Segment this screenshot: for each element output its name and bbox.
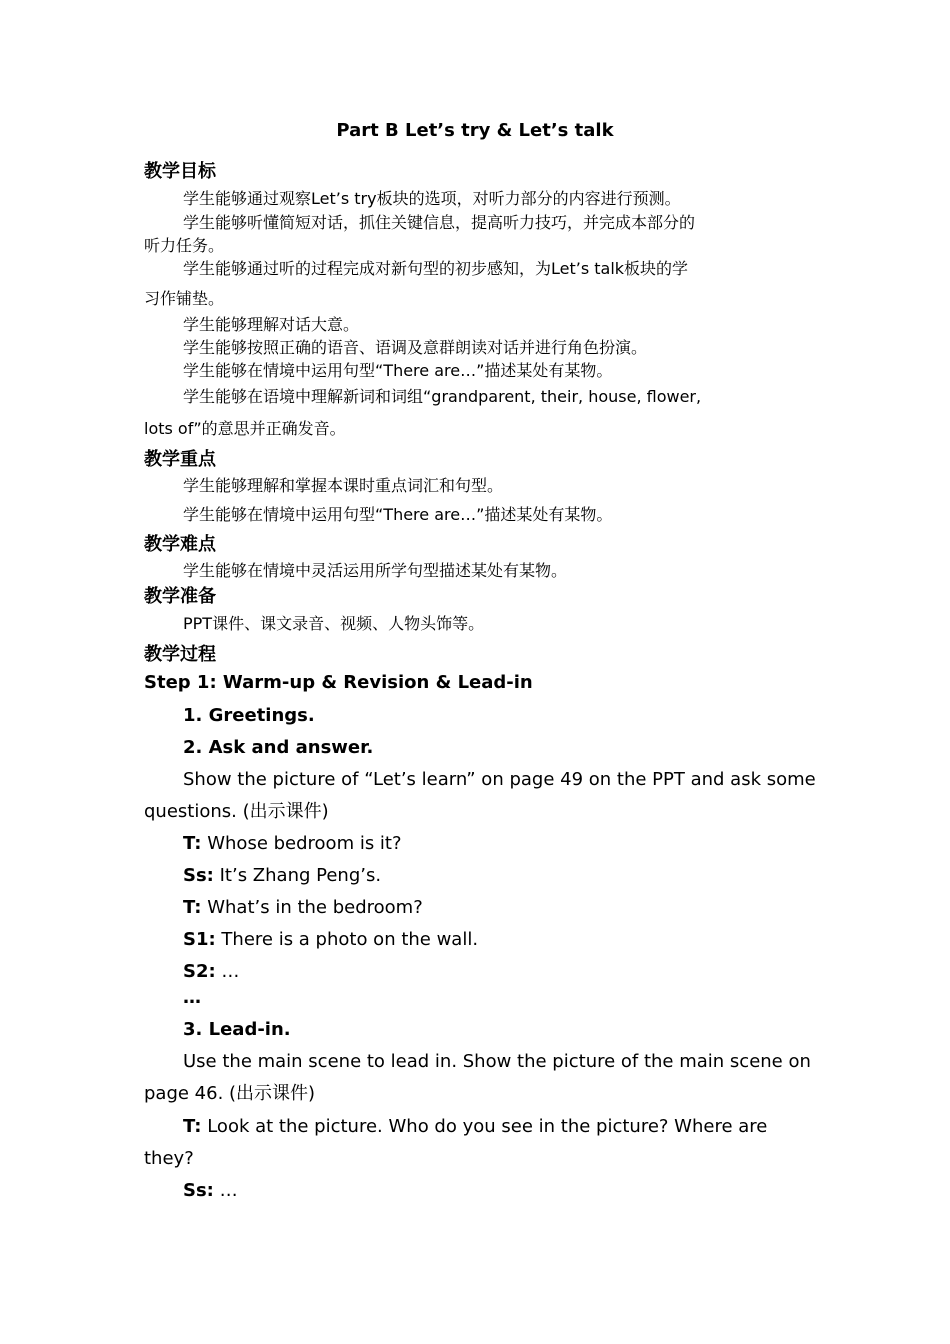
objective-2: 学生能够听懂简短对话，抓住关键信息，提高听力技巧，并完成本部分的 [183,213,696,232]
objective-3: 学生能够通过听的过程完成对新句型的初步感知，为Let’s talk板块的学 [183,259,689,278]
objective-7-cont: lots of”的意思并正确发音。 [144,419,346,438]
dialog-text: Whose bedroom is it? [201,833,402,854]
dialog-line [183,1116,767,1138]
objective-3-cont: 习作铺垫。 [144,289,225,308]
lead-in-description-cont: page 46. (出示课件) [144,1083,316,1104]
key-point-1: 学生能够理解和掌握本课时重点词汇和句型。 [183,476,504,495]
preparation-item-1: PPT课件、课文录音、视频、人物头饰等。 [183,614,485,633]
greetings-heading: 1. Greetings. [183,705,315,726]
dialog-line-cont: they? [144,1148,194,1169]
ask-description-cont: questions. (出示课件) [144,801,329,822]
process-heading: 教学过程 [144,644,216,665]
preparation-heading: 教学准备 [144,586,216,607]
objective-7: 学生能够在语境中理解新词和词组“grandparent, their, house, flower, [183,387,702,406]
lead-in-description: Use the main scene to lead in. Show the picture of the main scene on [183,1051,811,1072]
objectives-heading: 教学目标 [144,161,216,182]
dialog-speaker: Ss: [183,1180,214,1201]
dialog-text: What’s in the bedroom? [201,897,423,918]
dialog-line [183,865,381,887]
objective-4: 学生能够理解对话大意。 [183,315,360,334]
key-point-2: 学生能够在情境中运用句型“There are…”描述某处有某物。 [183,505,613,524]
dialog-text: There is a photo on the wall. [215,929,479,950]
dialog-line [183,961,239,983]
objective-6: 学生能够在情境中运用句型“There are…”描述某处有某物。 [183,361,613,380]
difficulty-1: 学生能够在情境中灵活运用所学句型描述某处有某物。 [183,561,568,580]
dialog-line [183,929,478,951]
dialog-speaker: Ss: [183,865,214,886]
dialog-text: … [213,1180,238,1201]
page-title: Part B Let’s try & Let’s talk [336,120,614,141]
dialog-speaker: T: [183,833,202,854]
dialog-text: It’s Zhang Peng’s. [213,865,382,886]
key-points-heading: 教学重点 [144,449,216,470]
lead-in-heading: 3. Lead-in. [183,1019,291,1040]
ellipsis: … [183,987,201,1008]
objective-2-cont: 听力任务。 [144,236,225,255]
dialog-speaker: T: [183,1116,202,1137]
objective-5: 学生能够按照正确的语音、语调及意群朗读对话并进行角色扮演。 [183,338,648,357]
objective-1: 学生能够通过观察Let’s try板块的选项，对听力部分的内容进行预测。 [183,189,681,208]
dialog-speaker: S1: [183,929,216,950]
dialog-speaker: S2: [183,961,216,982]
dialog-line [183,833,402,855]
step-1-heading: Step 1: Warm-up & Revision & Lead-in [144,672,533,693]
ask-description: Show the picture of “Let’s learn” on page 49 on the PPT and ask some [183,769,816,790]
dialog-text: … [215,961,240,982]
dialog-text: Look at the picture. Who do you see in the picture? Where are [201,1116,768,1137]
dialog-line [183,1180,238,1202]
difficulties-heading: 教学难点 [144,534,216,555]
dialog-line [183,897,423,919]
ask-answer-heading: 2. Ask and answer. [183,737,374,758]
dialog-speaker: T: [183,897,202,918]
